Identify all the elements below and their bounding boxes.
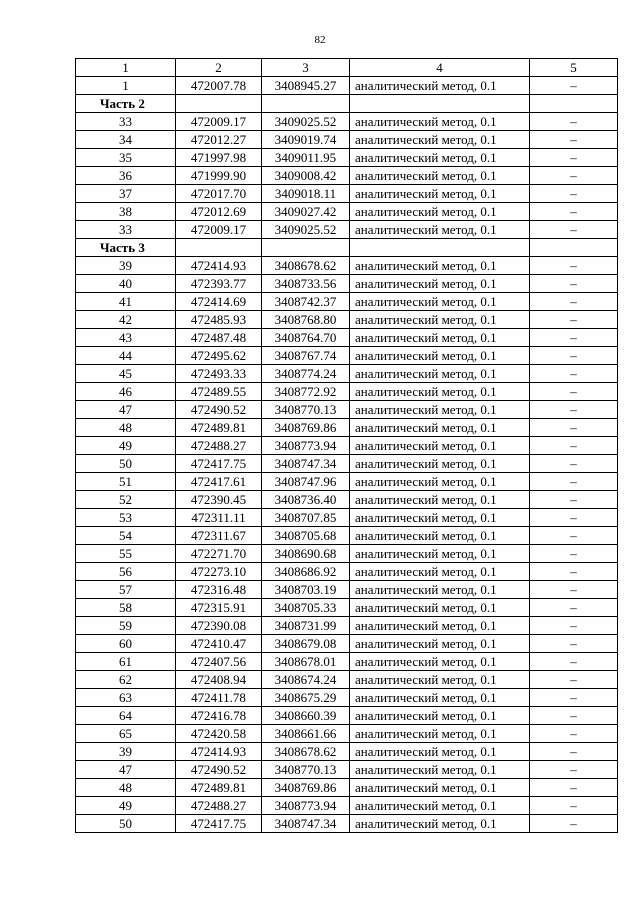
empty-cell — [530, 239, 618, 257]
part-header-row — [76, 95, 618, 113]
table-cell: 3409019.74 — [262, 131, 350, 149]
table-cell: 59 — [76, 617, 176, 635]
table-cell: 3408747.34 — [262, 455, 350, 473]
table-cell: 65 — [76, 725, 176, 743]
table-cell: 3408679.08 — [262, 635, 350, 653]
empty-cell — [350, 239, 530, 257]
table-cell: 472487.48 — [176, 329, 262, 347]
table-cell: аналитический метод, 0.1 — [350, 689, 530, 707]
table-cell: 64 — [76, 707, 176, 725]
table-cell: 3408678.62 — [262, 743, 350, 761]
table-cell: 3408690.68 — [262, 545, 350, 563]
table-cell: 472489.81 — [176, 779, 262, 797]
table-cell: аналитический метод, 0.1 — [350, 527, 530, 545]
table-cell: аналитический метод, 0.1 — [350, 401, 530, 419]
table-cell: 50 — [76, 815, 176, 833]
table-cell: 3408774.24 — [262, 365, 350, 383]
table-cell: аналитический метод, 0.1 — [350, 563, 530, 581]
table-cell: – — [530, 329, 618, 347]
table-cell: – — [530, 581, 618, 599]
table-cell: – — [530, 473, 618, 491]
table-cell: 472417.61 — [176, 473, 262, 491]
table-cell: 3408707.85 — [262, 509, 350, 527]
table-cell: – — [530, 815, 618, 833]
table-cell: – — [530, 707, 618, 725]
table-row — [76, 257, 618, 275]
table-row — [76, 347, 618, 365]
table-cell: 3409025.52 — [262, 113, 350, 131]
table-row — [76, 311, 618, 329]
table-row — [76, 581, 618, 599]
table-cell: аналитический метод, 0.1 — [350, 761, 530, 779]
table-cell: 3409008.42 — [262, 167, 350, 185]
table-cell: – — [530, 671, 618, 689]
table-cell: 472414.93 — [176, 257, 262, 275]
table-cell: 34 — [76, 131, 176, 149]
table-cell: 3408770.13 — [262, 401, 350, 419]
table-cell: 48 — [76, 779, 176, 797]
table-cell: – — [530, 311, 618, 329]
table-cell: 3408747.34 — [262, 815, 350, 833]
table-cell: 47 — [76, 401, 176, 419]
table-cell: – — [530, 689, 618, 707]
table-cell: 56 — [76, 563, 176, 581]
table-row — [76, 563, 618, 581]
part-label: Часть 3 — [76, 239, 176, 257]
table-cell: 39 — [76, 743, 176, 761]
table-cell: аналитический метод, 0.1 — [350, 545, 530, 563]
table-cell: 49 — [76, 437, 176, 455]
table-cell: 3408675.29 — [262, 689, 350, 707]
table-cell: 472009.17 — [176, 221, 262, 239]
table-cell: аналитический метод, 0.1 — [350, 455, 530, 473]
empty-cell — [176, 95, 262, 113]
table-row — [76, 419, 618, 437]
table-cell: 472416.78 — [176, 707, 262, 725]
table-cell: 472488.27 — [176, 437, 262, 455]
table-row — [76, 617, 618, 635]
table-cell: 36 — [76, 167, 176, 185]
table-cell: 3408770.13 — [262, 761, 350, 779]
table-cell: 3408769.86 — [262, 779, 350, 797]
table-cell: 472489.55 — [176, 383, 262, 401]
table-row — [76, 167, 618, 185]
table-row — [76, 509, 618, 527]
table-cell: аналитический метод, 0.1 — [350, 743, 530, 761]
table-cell: 3408768.80 — [262, 311, 350, 329]
table-cell: 45 — [76, 365, 176, 383]
table-header-row — [76, 59, 618, 77]
table-row — [76, 473, 618, 491]
table-cell: 53 — [76, 509, 176, 527]
table-cell: 472315.91 — [176, 599, 262, 617]
empty-cell — [262, 95, 350, 113]
table-cell: – — [530, 401, 618, 419]
table-cell: – — [530, 257, 618, 275]
page-number: 82 — [314, 34, 326, 46]
table-cell: 472489.81 — [176, 419, 262, 437]
table-cell: – — [530, 221, 618, 239]
empty-cell — [262, 239, 350, 257]
table-cell: аналитический метод, 0.1 — [350, 815, 530, 833]
table-cell: 472390.45 — [176, 491, 262, 509]
table-row — [76, 149, 618, 167]
table-cell: 471999.90 — [176, 167, 262, 185]
table-cell: 3408773.94 — [262, 437, 350, 455]
table-cell: – — [530, 779, 618, 797]
table-cell: 3408733.56 — [262, 275, 350, 293]
table-cell: 39 — [76, 257, 176, 275]
table-cell: – — [530, 293, 618, 311]
table-cell: аналитический метод, 0.1 — [350, 437, 530, 455]
table-cell: – — [530, 653, 618, 671]
table-cell: 42 — [76, 311, 176, 329]
table-cell: аналитический метод, 0.1 — [350, 725, 530, 743]
table-row — [76, 221, 618, 239]
table-row — [76, 113, 618, 131]
table-cell: аналитический метод, 0.1 — [350, 581, 530, 599]
empty-cell — [176, 239, 262, 257]
part-header-row — [76, 239, 618, 257]
table-cell: аналитический метод, 0.1 — [350, 797, 530, 815]
table-cell: 3408945.27 — [262, 77, 350, 95]
table-cell: аналитический метод, 0.1 — [350, 365, 530, 383]
table-cell: аналитический метод, 0.1 — [350, 257, 530, 275]
table-cell: 472316.48 — [176, 581, 262, 599]
table-row — [76, 761, 618, 779]
table-cell: 472012.69 — [176, 203, 262, 221]
table-cell: – — [530, 113, 618, 131]
table-cell: 3408678.01 — [262, 653, 350, 671]
table-cell: – — [530, 635, 618, 653]
table-cell: аналитический метод, 0.1 — [350, 635, 530, 653]
table-cell: 3408661.66 — [262, 725, 350, 743]
table-cell: аналитический метод, 0.1 — [350, 347, 530, 365]
table-cell: 62 — [76, 671, 176, 689]
table-cell: 38 — [76, 203, 176, 221]
table-cell: – — [530, 383, 618, 401]
table-cell: 3408747.96 — [262, 473, 350, 491]
table-row — [76, 671, 618, 689]
table-cell: 472311.11 — [176, 509, 262, 527]
table-cell: – — [530, 509, 618, 527]
table-cell: – — [530, 131, 618, 149]
table-row — [76, 455, 618, 473]
table-cell: 472417.75 — [176, 815, 262, 833]
table-cell: – — [530, 599, 618, 617]
table-cell: аналитический метод, 0.1 — [350, 617, 530, 635]
table-cell: аналитический метод, 0.1 — [350, 653, 530, 671]
table-row — [76, 527, 618, 545]
table-cell: – — [530, 167, 618, 185]
table-cell: 472414.93 — [176, 743, 262, 761]
table-cell: 472410.47 — [176, 635, 262, 653]
table-cell: – — [530, 149, 618, 167]
table-cell: 3408703.19 — [262, 581, 350, 599]
table-cell: – — [530, 77, 618, 95]
table-row — [76, 185, 618, 203]
table-cell: 472490.52 — [176, 761, 262, 779]
table-row — [76, 689, 618, 707]
empty-cell — [530, 95, 618, 113]
table-cell: аналитический метод, 0.1 — [350, 293, 530, 311]
table-cell: 3408764.70 — [262, 329, 350, 347]
table-cell: – — [530, 545, 618, 563]
table-cell: – — [530, 365, 618, 383]
table-cell: аналитический метод, 0.1 — [350, 779, 530, 797]
table-cell: 55 — [76, 545, 176, 563]
table-cell: 33 — [76, 221, 176, 239]
table-cell: аналитический метод, 0.1 — [350, 329, 530, 347]
table-cell: аналитический метод, 0.1 — [350, 491, 530, 509]
table-cell: 3408769.86 — [262, 419, 350, 437]
table-row — [76, 275, 618, 293]
part-label: Часть 2 — [76, 95, 176, 113]
table-cell: 3409011.95 — [262, 149, 350, 167]
table-cell: 3408705.68 — [262, 527, 350, 545]
table-row — [76, 203, 618, 221]
table-row — [76, 635, 618, 653]
table-cell: 3408731.99 — [262, 617, 350, 635]
table-cell: 472485.93 — [176, 311, 262, 329]
table-cell: 472495.62 — [176, 347, 262, 365]
table-cell: 47 — [76, 761, 176, 779]
table-body — [76, 77, 618, 833]
table-cell: – — [530, 743, 618, 761]
table-row — [76, 437, 618, 455]
table-cell: 40 — [76, 275, 176, 293]
table-cell: 3408705.33 — [262, 599, 350, 617]
table-row — [76, 77, 618, 95]
table-cell: аналитический метод, 0.1 — [350, 707, 530, 725]
table-cell: аналитический метод, 0.1 — [350, 149, 530, 167]
table-cell: 44 — [76, 347, 176, 365]
table-cell: 472407.56 — [176, 653, 262, 671]
column-header: 5 — [530, 59, 618, 77]
table-row — [76, 743, 618, 761]
table-cell: 3408767.74 — [262, 347, 350, 365]
table-cell: – — [530, 491, 618, 509]
table-cell: 3408773.94 — [262, 797, 350, 815]
table-cell: – — [530, 437, 618, 455]
table-cell: – — [530, 617, 618, 635]
table-cell: аналитический метод, 0.1 — [350, 671, 530, 689]
table-cell: 51 — [76, 473, 176, 491]
table-cell: – — [530, 761, 618, 779]
table-cell: 472411.78 — [176, 689, 262, 707]
table-cell: 60 — [76, 635, 176, 653]
table-cell: аналитический метод, 0.1 — [350, 383, 530, 401]
table-row — [76, 599, 618, 617]
table-cell: – — [530, 527, 618, 545]
column-header: 2 — [176, 59, 262, 77]
table-row — [76, 401, 618, 419]
table-cell: 472420.58 — [176, 725, 262, 743]
table-cell: 3408674.24 — [262, 671, 350, 689]
table-row — [76, 131, 618, 149]
table-row — [76, 365, 618, 383]
table-cell: 54 — [76, 527, 176, 545]
table-cell: – — [530, 203, 618, 221]
table-cell: 472393.77 — [176, 275, 262, 293]
table-row — [76, 545, 618, 563]
table-cell: 49 — [76, 797, 176, 815]
table-row — [76, 653, 618, 671]
table-row — [76, 779, 618, 797]
table-cell: 3408742.37 — [262, 293, 350, 311]
table-cell: – — [530, 725, 618, 743]
table-row — [76, 329, 618, 347]
table-cell: – — [530, 347, 618, 365]
table-cell: 472417.75 — [176, 455, 262, 473]
column-header: 4 — [350, 59, 530, 77]
table-cell: аналитический метод, 0.1 — [350, 221, 530, 239]
table-cell: аналитический метод, 0.1 — [350, 113, 530, 131]
table-cell: 3409025.52 — [262, 221, 350, 239]
table-cell: 35 — [76, 149, 176, 167]
table-row — [76, 383, 618, 401]
table-cell: 472311.67 — [176, 527, 262, 545]
table-cell: – — [530, 275, 618, 293]
table-cell: – — [530, 185, 618, 203]
table-row — [76, 491, 618, 509]
table-cell: 472390.08 — [176, 617, 262, 635]
table-cell: аналитический метод, 0.1 — [350, 419, 530, 437]
table-cell: аналитический метод, 0.1 — [350, 131, 530, 149]
table-cell: – — [530, 797, 618, 815]
table-row — [76, 815, 618, 833]
table-cell: 33 — [76, 113, 176, 131]
table-cell: 472488.27 — [176, 797, 262, 815]
table-cell: – — [530, 419, 618, 437]
table-cell: 472012.27 — [176, 131, 262, 149]
table-cell: аналитический метод, 0.1 — [350, 203, 530, 221]
table-cell: 3408686.92 — [262, 563, 350, 581]
table-cell: 3408660.39 — [262, 707, 350, 725]
table-cell: аналитический метод, 0.1 — [350, 185, 530, 203]
table-cell: 43 — [76, 329, 176, 347]
column-header: 1 — [76, 59, 176, 77]
coordinates-table — [75, 58, 618, 833]
table-cell: 61 — [76, 653, 176, 671]
table-row — [76, 797, 618, 815]
table-cell: 3409018.11 — [262, 185, 350, 203]
table-cell: аналитический метод, 0.1 — [350, 167, 530, 185]
table-cell: аналитический метод, 0.1 — [350, 275, 530, 293]
table-cell: 3408772.92 — [262, 383, 350, 401]
table-cell: 471997.98 — [176, 149, 262, 167]
table-cell: – — [530, 455, 618, 473]
table-cell: 52 — [76, 491, 176, 509]
table-cell: 472490.52 — [176, 401, 262, 419]
table-cell: 472273.10 — [176, 563, 262, 581]
table-row — [76, 725, 618, 743]
table-cell: аналитический метод, 0.1 — [350, 311, 530, 329]
table-cell: 3408736.40 — [262, 491, 350, 509]
table-cell: 472007.78 — [176, 77, 262, 95]
table-cell: 63 — [76, 689, 176, 707]
table-cell: аналитический метод, 0.1 — [350, 77, 530, 95]
table-cell: 3409027.42 — [262, 203, 350, 221]
table-cell: – — [530, 563, 618, 581]
table-cell: аналитический метод, 0.1 — [350, 473, 530, 491]
table-cell: 57 — [76, 581, 176, 599]
table-row — [76, 293, 618, 311]
table-cell: 472493.33 — [176, 365, 262, 383]
table-cell: 472017.70 — [176, 185, 262, 203]
table-cell: 472271.70 — [176, 545, 262, 563]
table-cell: аналитический метод, 0.1 — [350, 599, 530, 617]
table-cell: 37 — [76, 185, 176, 203]
table-row — [76, 707, 618, 725]
table-cell: 58 — [76, 599, 176, 617]
table-cell: 472408.94 — [176, 671, 262, 689]
column-header: 3 — [262, 59, 350, 77]
table-cell: 50 — [76, 455, 176, 473]
table-cell: 48 — [76, 419, 176, 437]
table-cell: 472009.17 — [176, 113, 262, 131]
table-cell: 3408678.62 — [262, 257, 350, 275]
empty-cell — [350, 95, 530, 113]
table-cell: аналитический метод, 0.1 — [350, 509, 530, 527]
table-cell: 41 — [76, 293, 176, 311]
table-cell: 46 — [76, 383, 176, 401]
table-cell: 1 — [76, 77, 176, 95]
table-cell: 472414.69 — [176, 293, 262, 311]
